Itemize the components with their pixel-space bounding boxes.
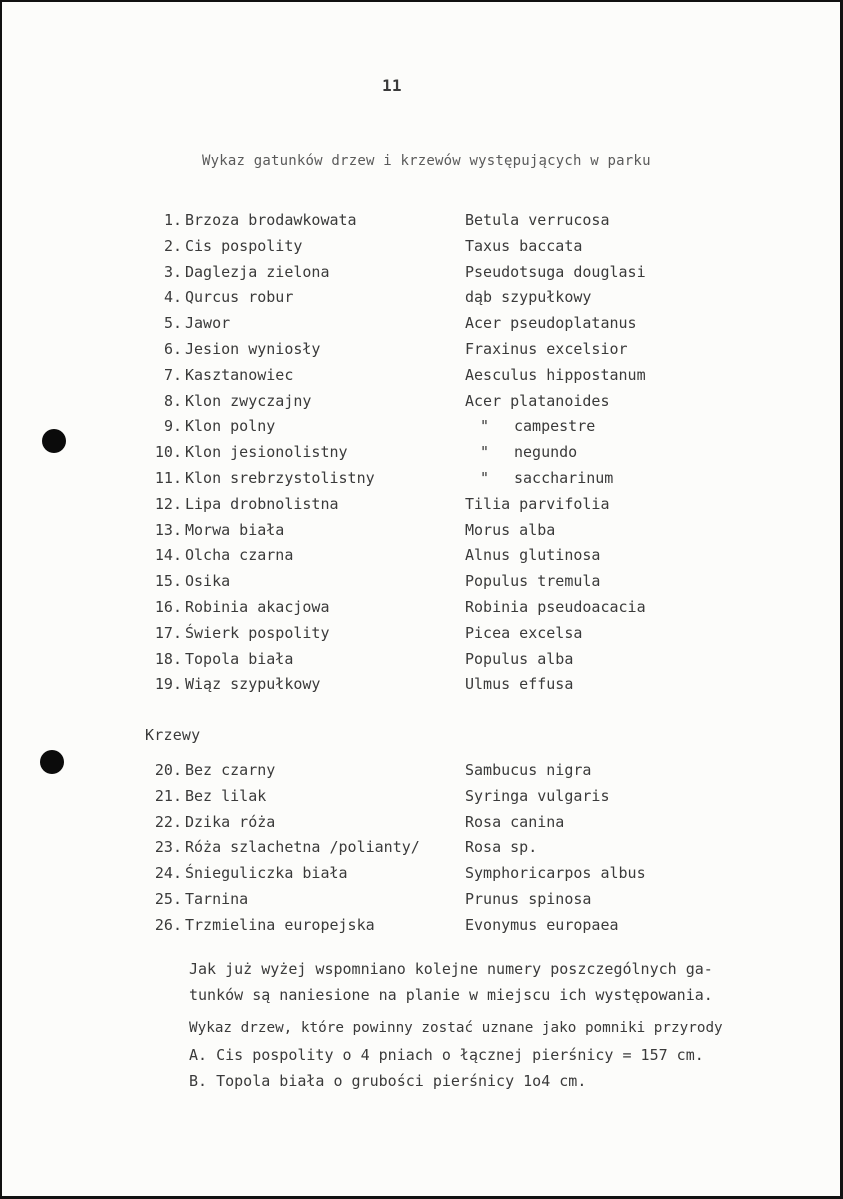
item-number: 23. (154, 838, 182, 857)
tree-row (2, 495, 843, 521)
tree-row (2, 443, 843, 469)
polish-name: Śnieguliczka biała (185, 864, 348, 883)
tree-row (2, 263, 843, 289)
paragraph-line-2: tunków są naniesione na planie w miejscu ich występowania. (189, 986, 713, 1004)
polish-name: Klon zwyczajny (185, 391, 312, 410)
tree-row (2, 624, 843, 650)
shrub-row (2, 787, 843, 813)
tree-row (2, 546, 843, 572)
item-number: 14. (154, 546, 182, 565)
latin-name: Rosa sp. (465, 838, 538, 857)
item-number: 25. (154, 890, 182, 908)
latin-name: Pseudotsuga douglasi (465, 262, 646, 281)
polish-name: Topola biała (185, 649, 294, 668)
polish-name: Klon jesionolistny (185, 443, 348, 462)
item-number: 21. (154, 786, 182, 805)
latin-name: Symphoricarpos albus (465, 864, 646, 883)
item-number: 10. (154, 443, 182, 462)
item-number: 26. (154, 915, 182, 934)
polish-name: Tarnina (185, 890, 249, 908)
latin-name: Morus alba (465, 520, 556, 539)
monument-a: A. Cis pospolity o 4 pniach o łącznej pierśnicy = 157 cm. (189, 1046, 704, 1064)
item-number: 18. (154, 649, 182, 668)
item-number: 5. (163, 314, 182, 333)
paragraph-line-1: Jak już wyżej wspomniano kolejne numery poszczególnych ga- (189, 960, 713, 978)
item-number: 22. (154, 812, 182, 831)
polish-name: Jawor (185, 314, 231, 333)
shrubs-heading: Krzewy (145, 726, 201, 744)
item-number: 24. (154, 864, 182, 883)
latin-name: Tilia parvifolia (465, 494, 610, 513)
polish-name: Kasztanowiec (185, 365, 294, 384)
item-number: 19. (154, 675, 182, 694)
polish-name: Klon srebrzystolistny (185, 469, 375, 487)
shrub-row (2, 916, 843, 942)
latin-name: Robinia pseudoacacia (465, 598, 646, 616)
item-number: 16. (154, 598, 182, 616)
monument-b: B. Topola biała o grubości pierśnicy 1o4 cm. (189, 1072, 587, 1090)
polish-name: Morwa biała (185, 520, 285, 539)
latin-name: Acer pseudoplatanus (465, 314, 637, 333)
item-number: 3. (163, 262, 182, 281)
tree-row (2, 598, 843, 624)
item-number: 13. (154, 520, 182, 539)
polish-name: Olcha czarna (185, 546, 294, 565)
item-number: 20. (154, 761, 182, 779)
latin-name (480, 417, 595, 435)
polish-name: Daglezja zielona (185, 262, 330, 281)
tree-row (2, 469, 843, 495)
polish-name: Osika (185, 572, 231, 591)
tree-row (2, 675, 843, 701)
tree-row (2, 237, 843, 263)
page-number: 11 (382, 76, 402, 95)
tree-row (2, 521, 843, 547)
ditto-mark: " (480, 443, 490, 462)
tree-row (2, 340, 843, 366)
tree-row (2, 417, 843, 443)
latin-name: Sambucus nigra (465, 761, 592, 779)
latin-name: Syringa vulgaris (465, 786, 610, 805)
item-number: 4. (163, 288, 182, 307)
latin-name (480, 443, 577, 461)
latin-epithet: campestre (514, 417, 596, 436)
polish-name: Bez czarny (185, 761, 276, 779)
shrub-row (2, 864, 843, 890)
tree-row (2, 288, 843, 314)
monuments-intro: Wykaz drzew, które powinny zostać uznane jako pomniki przyrody (189, 1020, 723, 1036)
latin-epithet: saccharinum (514, 469, 614, 487)
item-number: 8. (163, 391, 182, 410)
latin-epithet: negundo (514, 443, 578, 462)
tree-row (2, 314, 843, 340)
item-number: 6. (163, 340, 182, 358)
polish-name: Trzmielina europejska (185, 915, 375, 934)
shrub-row (2, 838, 843, 864)
latin-name: Prunus spinosa (465, 890, 592, 908)
latin-name: dąb szypułkowy (465, 288, 592, 307)
tree-row (2, 211, 843, 237)
latin-name: Picea excelsa (465, 623, 583, 642)
shrub-row (2, 813, 843, 839)
document-title: Wykaz gatunków drzew i krzewów występujących w parku (202, 153, 651, 169)
polish-name: Brzoza brodawkowata (185, 211, 357, 229)
ditto-mark: " (480, 417, 490, 436)
item-number: 2. (163, 236, 182, 255)
polish-name: Jesion wyniosły (185, 340, 321, 358)
latin-name: Betula verrucosa (465, 211, 610, 229)
latin-name: Alnus glutinosa (465, 546, 601, 565)
latin-name: Taxus baccata (465, 236, 583, 255)
shrub-row (2, 890, 843, 916)
polish-name: Wiąz szypułkowy (185, 675, 321, 694)
latin-name: Rosa canina (465, 812, 565, 831)
latin-name: Fraxinus excelsior (465, 340, 628, 358)
shrub-row (2, 761, 843, 787)
polish-name: Świerk pospolity (185, 623, 330, 642)
polish-name: Cis pospolity (185, 236, 303, 255)
polish-name: Qurcus robur (185, 288, 294, 307)
polish-name: Róża szlachetna /polianty/ (185, 838, 420, 857)
tree-row (2, 366, 843, 392)
latin-name: Aesculus hippostanum (465, 365, 646, 384)
polish-name: Robinia akacjowa (185, 598, 330, 616)
tree-row (2, 650, 843, 676)
item-number: 15. (154, 572, 182, 591)
polish-name: Dzika róża (185, 812, 276, 831)
item-number: 7. (163, 365, 182, 384)
latin-name: Evonymus europaea (465, 915, 619, 934)
item-number: 17. (154, 623, 182, 642)
polish-name: Klon polny (185, 417, 276, 436)
latin-name: Acer platanoides (465, 391, 610, 410)
tree-row (2, 572, 843, 598)
tree-row (2, 392, 843, 418)
item-number: 12. (154, 494, 182, 513)
polish-name: Bez lilak (185, 786, 267, 805)
latin-name (480, 469, 613, 487)
polish-name: Lipa drobnolistna (185, 494, 339, 513)
item-number: 9. (163, 417, 182, 436)
latin-name: Populus alba (465, 649, 574, 668)
item-number: 1. (163, 211, 182, 229)
item-number: 11. (154, 469, 182, 487)
latin-name: Ulmus effusa (465, 675, 574, 694)
latin-name: Populus tremula (465, 572, 601, 591)
ditto-mark: " (480, 469, 490, 487)
